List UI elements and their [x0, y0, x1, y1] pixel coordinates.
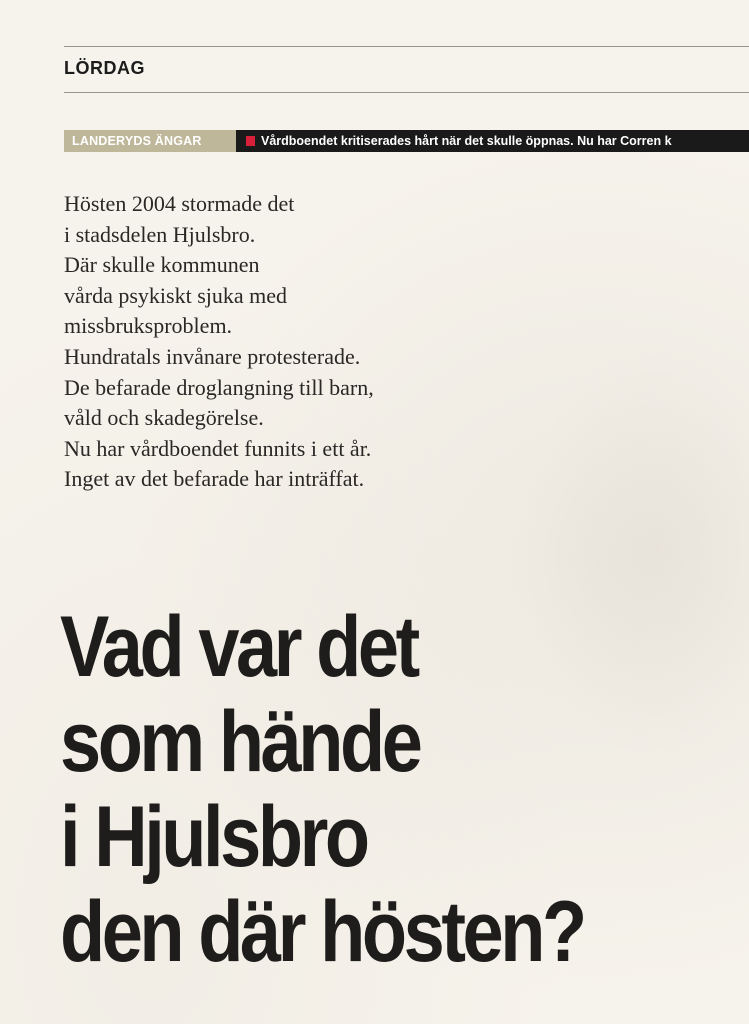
intro-line: De befarade droglangning till barn, [64, 374, 374, 400]
headline [60, 600, 653, 980]
headline-line: Vad var det [60, 599, 417, 695]
intro-line: i stadsdelen Hjulsbro. [64, 221, 256, 247]
intro-line: missbruksproblem. [64, 313, 233, 339]
intro-line: Hösten 2004 stormade det [64, 191, 295, 216]
top-rule [64, 46, 749, 47]
headline-line: som hände [60, 694, 420, 790]
intro-line: våld och skadegörelse. [64, 405, 264, 431]
intro-paragraph [64, 189, 524, 495]
intro-line: Där skulle kommunen [64, 252, 260, 278]
kicker-bar [64, 130, 749, 152]
bottom-rule [64, 92, 749, 93]
headline-line: i Hjulsbro [60, 789, 367, 885]
intro-line: Inget av det befarade har inträffat. [64, 466, 365, 492]
kicker-text: Vårdboendet kritiserades hårt när det skulle öppnas. Nu har Corren k [261, 134, 672, 148]
section-label: LÖRDAG [64, 58, 145, 78]
kicker-tag: LANDERYDS ÄNGAR [64, 130, 236, 152]
intro-line: vårda psykiskt sjuka med [64, 282, 288, 308]
intro-line: Hundratals invånare protesterade. [64, 343, 361, 369]
intro-line: Nu har vårdboendet funnits i ett år. [64, 435, 372, 461]
headline-line: den där hösten? [60, 884, 584, 980]
red-square-icon [246, 136, 255, 146]
